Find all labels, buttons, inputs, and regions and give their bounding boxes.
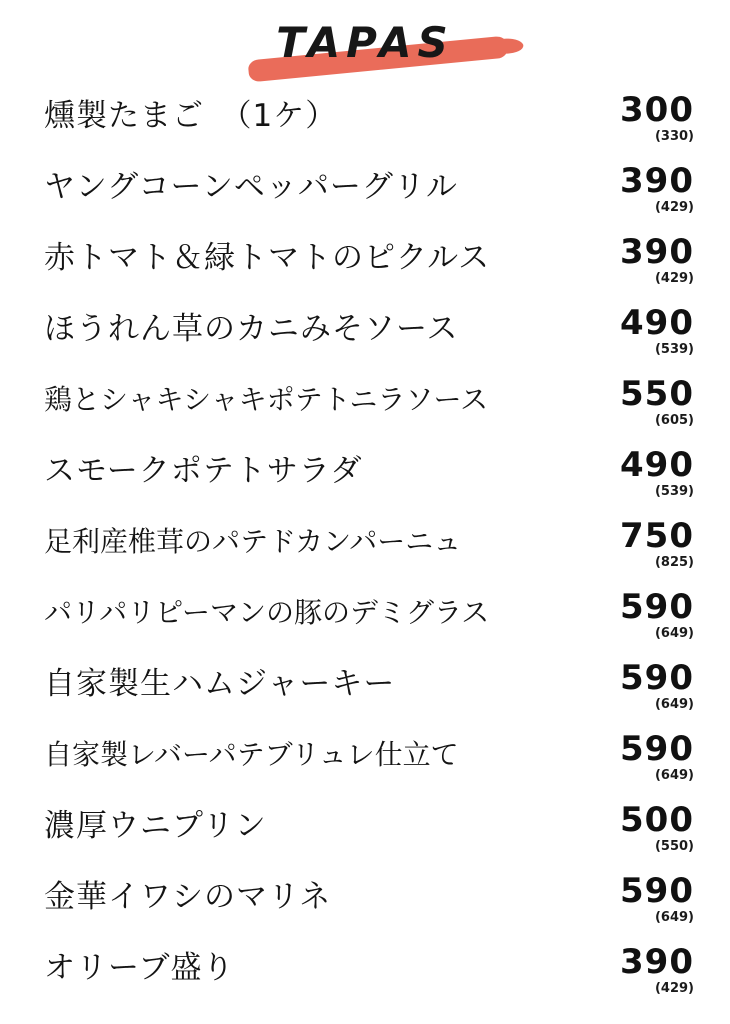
menu-item-name: 自家製生ハムジャーキー bbox=[44, 666, 396, 702]
menu-item-row bbox=[44, 729, 694, 800]
menu-item-price-block bbox=[598, 800, 694, 854]
menu-item-price-with-tax: (649) bbox=[654, 910, 694, 925]
menu-item-price-block bbox=[598, 942, 694, 996]
menu-item-price: 500 bbox=[620, 800, 694, 840]
menu-item-price-with-tax: (550) bbox=[654, 839, 694, 854]
menu-item-price-with-tax: (429) bbox=[654, 981, 694, 996]
menu-item-name: パリパリピーマンの豚のデミグラス bbox=[44, 596, 490, 629]
menu-item-price: 590 bbox=[620, 729, 694, 769]
menu-item-price: 390 bbox=[620, 161, 694, 201]
menu-item-price: 750 bbox=[620, 516, 694, 556]
menu-item-price: 490 bbox=[620, 303, 694, 343]
menu-list bbox=[0, 86, 730, 1013]
page-title: TAPAS bbox=[276, 18, 454, 67]
menu-item-price-with-tax: (649) bbox=[654, 697, 694, 712]
menu-item-price-with-tax: (429) bbox=[654, 200, 694, 215]
menu-item-price-block bbox=[598, 374, 694, 428]
menu-item-price-with-tax: (330) bbox=[654, 129, 694, 144]
menu-item-price-block bbox=[598, 658, 694, 712]
menu-item-price-block bbox=[598, 161, 694, 215]
menu-item-name: 自家製レバーパテブリュレ仕立て bbox=[44, 738, 459, 771]
menu-item-name: 燻製たまご （1ケ） bbox=[44, 98, 338, 134]
menu-item-price-with-tax: (539) bbox=[654, 484, 694, 499]
menu-item-name: 足利産椎茸のパテドカンパーニュ bbox=[44, 525, 462, 558]
menu-item-price-block bbox=[598, 90, 694, 144]
menu-item-name: ほうれん草のカニみそソース bbox=[44, 311, 459, 347]
menu-item-price: 390 bbox=[620, 942, 694, 982]
menu-item-price-block bbox=[598, 232, 694, 286]
menu-item-price-with-tax: (649) bbox=[654, 626, 694, 641]
menu-item-price-block bbox=[598, 445, 694, 499]
menu-item-name: 赤トマト＆緑トマトのピクルス bbox=[44, 240, 491, 276]
menu-item-row bbox=[44, 90, 694, 161]
menu-item-price: 590 bbox=[620, 587, 694, 627]
menu-item-price-with-tax: (825) bbox=[654, 555, 694, 570]
menu-item-price: 590 bbox=[620, 658, 694, 698]
menu-item-row bbox=[44, 942, 694, 1013]
menu-item-row bbox=[44, 303, 694, 374]
menu-item-row bbox=[44, 374, 694, 445]
menu-item-price: 490 bbox=[620, 445, 694, 485]
menu-item-row bbox=[44, 445, 694, 516]
menu-item-price-block bbox=[598, 587, 694, 641]
menu-item-name: スモークポテトサラダ bbox=[44, 453, 363, 489]
menu-item-price-with-tax: (649) bbox=[654, 768, 694, 783]
menu-item-name: 鶏とシャキシャキポテトニラソース bbox=[44, 383, 489, 416]
menu-item-row bbox=[44, 871, 694, 942]
menu-item-price-block bbox=[598, 729, 694, 783]
menu-item-row bbox=[44, 232, 694, 303]
menu-item-name: ヤングコーンペッパーグリル bbox=[44, 169, 458, 205]
menu-item-price-block bbox=[598, 871, 694, 925]
menu-item-price-with-tax: (429) bbox=[654, 271, 694, 286]
menu-item-row bbox=[44, 658, 694, 729]
menu-item-price-with-tax: (605) bbox=[654, 413, 694, 428]
menu-item-row bbox=[44, 161, 694, 232]
menu-item-price-block bbox=[598, 516, 694, 570]
menu-item-name: 濃厚ウニプリン bbox=[44, 808, 267, 844]
menu-item-name: 金華イワシのマリネ bbox=[44, 879, 332, 915]
menu-item-price-block bbox=[598, 303, 694, 357]
menu-item-price-with-tax: (539) bbox=[654, 342, 694, 357]
menu-item-price: 550 bbox=[620, 374, 694, 414]
menu-item-price: 590 bbox=[620, 871, 694, 911]
header-inner bbox=[262, 18, 468, 67]
menu-item-price: 390 bbox=[620, 232, 694, 272]
menu-item-row bbox=[44, 516, 694, 587]
menu-header bbox=[0, 0, 730, 86]
menu-item-row bbox=[44, 800, 694, 871]
menu-item-name: オリーブ盛り bbox=[44, 950, 235, 986]
menu-item-row bbox=[44, 587, 694, 658]
menu-item-price: 300 bbox=[620, 90, 694, 130]
